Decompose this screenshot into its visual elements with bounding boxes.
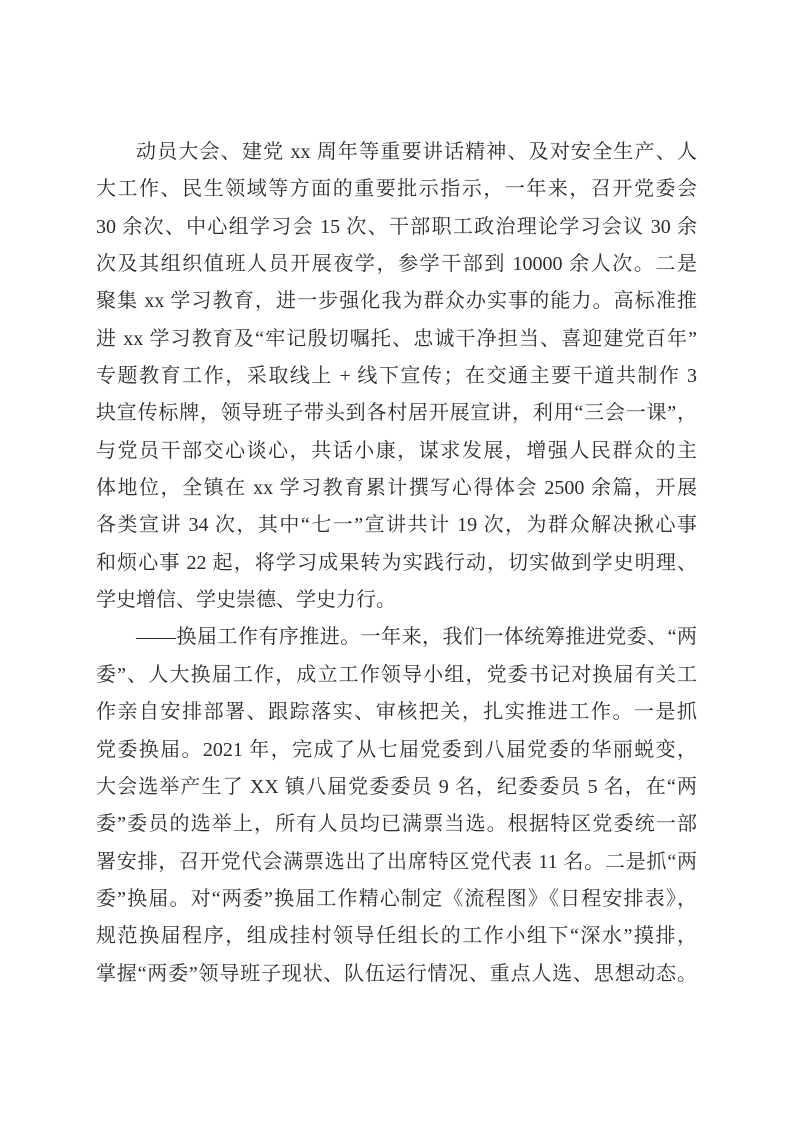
text-line: 动员大会、建党 xx 周年等重要讲话精神、及对安全生产、人 bbox=[136, 141, 697, 163]
paragraph-2 bbox=[96, 619, 697, 992]
text-line: 党委换届。2021 年，完成了从七届党委到八届党委的华丽蜕变， bbox=[96, 738, 697, 761]
text-line: ——换届工作有序推进。一年来，我们一体统筹推进党委、“两 bbox=[136, 626, 697, 649]
document-text-block[interactable] bbox=[96, 134, 697, 993]
text-line: 次及其组织值班人员开展夜学，参学干部到 10000 余人次。二是 bbox=[96, 253, 697, 276]
text-line: 掌握“两委”领导班子现状、队伍运行情况、重点人选、思想动态。 bbox=[96, 962, 697, 985]
text-line: 进 xx 学习教育及“牢记殷切嘱托、忠诚干净担当、喜迎建党百年” bbox=[96, 327, 697, 350]
text-line: 专题教育工作，采取线上 + 线下宣传；在交通主要干道共制作 3 bbox=[96, 365, 697, 388]
text-line: 聚集 xx 学习教育，进一步强化我为群众办实事的能力。高标准推 bbox=[96, 290, 697, 313]
text-line: 作亲自安排部署、跟踪落实、审核把关，扎实推进工作。一是抓 bbox=[96, 701, 697, 724]
text-line: 署安排，召开党代会满票选出了出席特区党代表 11 名。二是抓“两 bbox=[96, 850, 697, 873]
paragraph-1 bbox=[96, 134, 697, 619]
text-line: 和烦心事 22 起，将学习成果转为实践行动，切实做到学史明理、 bbox=[96, 551, 697, 574]
text-line: 大工作、民生领域等方面的重要批示指示，一年来，召开党委会 bbox=[96, 178, 697, 201]
text-line: 委”委员的选举上，所有人员均已满票当选。根据特区党委统一部 bbox=[96, 813, 697, 836]
text-line: 委”、人大换届工作，成立工作领导小组，党委书记对换届有关工 bbox=[96, 663, 697, 686]
text-line: 大会选举产生了 XX 镇八届党委委员 9 名，纪委委员 5 名，在“两 bbox=[96, 775, 697, 798]
text-line: 规范换届程序，组成挂村领导任组长的工作小组下“深水”摸排， bbox=[96, 925, 697, 948]
text-line: 各类宣讲 34 次，其中“七一”宣讲共计 19 次，为群众解决揪心事 bbox=[96, 514, 697, 537]
text-line: 块宣传标牌，领导班子带头到各村居开展宣讲，利用“三会一课”， bbox=[96, 402, 697, 425]
text-line: 30 余次、中心组学习会 15 次、干部职工政治理论学习会议 30 余 bbox=[96, 215, 697, 238]
text-line: 与党员干部交心谈心，共话小康，谋求发展，增强人民群众的主 bbox=[96, 439, 697, 462]
text-line: 体地位，全镇在 xx 学习教育累计撰写心得体会 2500 余篇，开展 bbox=[96, 477, 697, 500]
text-line: 委”换届。对“两委”换届工作精心制定《流程图》《日程安排表》， bbox=[96, 887, 697, 910]
text-line: 学史增信、学史崇德、学史力行。 bbox=[96, 589, 396, 612]
